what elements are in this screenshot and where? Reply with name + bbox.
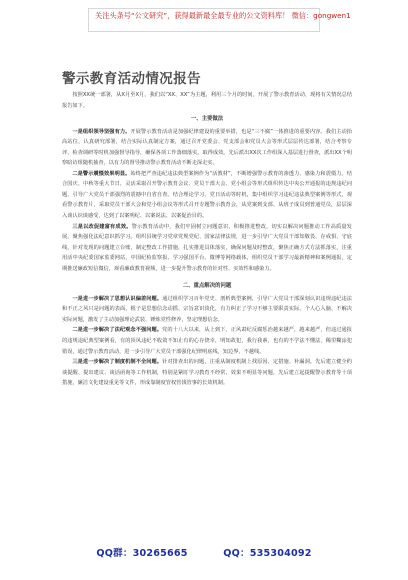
qq-label: QQ：535304092 [223,548,312,559]
issue-paragraph-3-text: 针对排查出的问题，注重从制度机制上找原因、定措施、补漏洞。先后建立健全约谈提醒、提出建议、谈话函询等工作机制，特别是紧盯学习教育不经常、效果不明显等问题，先后建立起提醒警示教育等十项措施，廉洁文化建设重见等文件，形成靠制度管权管钱管事的长效机制。 [62,359,352,387]
issue-paragraph-2 [62,325,352,357]
promo-banner [88,8,351,32]
practice-paragraph-3-text: 警示教育活动中，我们牢固树立问题意识，积极推进整改，切实以解决问题推动工作高质量发展，聚焦强化法纪意识抓学习。组织县统学习党章党规党纪、国家法律法规，进一步引导广大党员干部知敬畏、存戒惧、守底线，针对发现的问题建立台账，制定整改工作措施，扎实推进具体落实，确保问题及时整改，聚焦正确方式方法抓落实，注重用活中央纪委国家监委网站、中国纪检监察报、学习强国平台、微博等网络载体，组织党员干部学习最新精神和案例通报，定期推送廉政短信微信，观看廉政教育视频，进一步提升警示教育的针对性、实效性和感染力。 [62,223,352,272]
issue-paragraph-3-lead: 三是进一步解决了制度机制不全问题。 [72,359,163,366]
document-title: 警示教育活动情况报告 [62,71,201,87]
promo-banner-text: 关注头条号“公文研究”，获得最新最全最专业的公文资料库！ 微信：gongwen1 [95,11,351,20]
issue-paragraph-2-text: 党的十八大以来，从上到下，正风肃纪反腐惩治越来越严，越来越严，但违过通报的违规违纪典型案例看，有的顶风违纪不收敛不知止有的心存侥幸，明知故犯，我行我素，也有的不学法不懂法，稀里糊涂犯错误，通过警示教育活动，进一步引导广大党员干部强化纪律明底线，知边界、不越线。 [62,327,352,355]
section-spacer [62,274,352,278]
practice-paragraph-2-lead: 二是警示震慑效果明显。 [72,170,131,177]
issue-paragraph-1-text: 通过组织学习百年党史、剖析典型案例，引导广大党员干部深刻认识违规违纪违法和不正之风只是问题的表面，根子是思想信念动摇、宗旨意识淡化，有力纠正了学习不够主要职责实际、个人心入脑、不解决实际问题，激发了主动加强理论武装、锤炼党性修养，坚定理想信念。 [62,295,352,323]
issue-paragraph-3 [62,357,352,389]
section-heading-main-practices: 一、主要做法 [190,116,224,123]
document-body [62,90,352,389]
intro-paragraph: 按照XX统一部署，从X月至X月，我们以“XX、XX”为主题，利用三个月的时间，开展了警示教育活动，现将有关情况总结报告如下。 [62,92,352,109]
practice-paragraph-2-text: 始终把严查违纪违法典型案例作为“活教材”，不断增强警示教育的渗透力、感染力和震慑力。结合国庆、中秋等重大节日，灵活采取召开警示教育会议、党员干部大会、党小组会等形式组织传达中央公开通报的违规违纪问题，引导广大党员干部强烈的震撼中自省自查。结合理论学习、党日活动等时机，集中组织学习违纪违法典型案例等形式，观看警示教育片，采取党员干部大会和党小组会议等形式召开专题警示教育会，从党案到支部、从班子成员到普通党员，层层深入谈认识谈感受，达到了以案明纪、以案说法、以案促治目的。 [62,170,352,220]
practice-paragraph-1-text: 开展警示教育活动是加强纪律建设的重要举措，也是“三不腐”一体推进的重要内容。我们主动抬高站位，认真研究部署，结合实际认真制定方案，通过召开党委会、党支部会和党员大会等形式层层传达部署，结合考察专评、检查调研等时机加强督导指导，确保各项工作落细落实。取得成效。先后派出XX次工作组深入基层进行督查，派出XX个明察暗访组随机抽查，以有力的督导推动警示教育活动不断走深走实。 [62,128,352,167]
issue-paragraph-1 [62,294,352,326]
issue-paragraph-2-lead: 二是进一步解决了法纪观念不强问题。 [72,327,163,334]
practice-paragraph-3-lead: 三是以改促建富有成效。 [72,223,132,230]
practice-paragraph-1-lead: 一是组织领导坚强有力。 [72,128,131,135]
contact-footer [0,545,408,559]
practice-paragraph-1 [62,127,352,169]
practice-paragraph-3 [62,222,352,275]
section-heading-key-issues: 二、重点解决的问题 [182,283,232,290]
practice-paragraph-2 [62,169,352,222]
qq-group-label: QQ群：30265665 [96,548,188,559]
issue-paragraph-1-lead: 一是进一步解决了思想认识偏差问题。 [72,295,163,302]
